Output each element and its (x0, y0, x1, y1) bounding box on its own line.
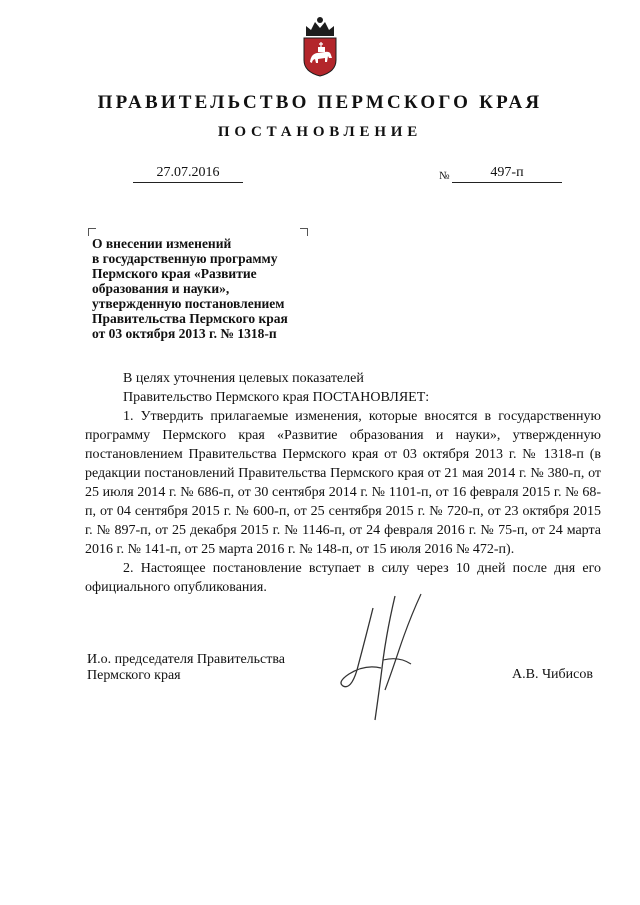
subject-line: О внесении изменений (92, 236, 232, 251)
handwritten-signature (325, 590, 435, 730)
subject-line: Пермского края «Развитие (92, 266, 257, 281)
signatory-name: А.В. Чибисов (512, 667, 593, 682)
document-number: 497-п (452, 164, 562, 183)
subject-line: Правительства Пермского края (92, 311, 288, 326)
subject-line: образования и науки», (92, 281, 230, 296)
government-title: ПРАВИТЕЛЬСТВО ПЕРМСКОГО КРАЯ (97, 92, 543, 113)
point-1-paragraph: 1. Утвердить прилагаемые изменения, которые вносятся в государственную программу Пермского края «Развитие образования и науки», утвержденную постановлением Правительства Пермского края от 03 октября 2013 г. № 1318-п (в редакции постановлений Правительства Пермского края от 21 мая 2014 г. № 380-п, от 25 июля 2014 г. № 686-п, от 30 сентября 2014 г. № 1101-п, от 16 февраля 2015 г. № 68-п, от 04 сентября 2015 г. № 600-п, от 25 сентября 2015 г. № 720-п, от 23 октября 2015 г. № 897-п, от 25 декабря 2015 г. № 1146-п, от 24 февраля 2016 г. № 75-п, от 24 марта 2016 г. № 141-п, от 25 марта 2016 г. № 148-п, от 15 июля 2016 № 472-п). (85, 409, 601, 557)
subject-bracket-right (300, 228, 308, 236)
position-line: И.о. председателя Правительства (87, 652, 286, 667)
document-subject (92, 236, 322, 341)
document-type: ПОСТАНОВЛЕНИЕ (217, 124, 423, 140)
subject-bracket-left (88, 228, 96, 236)
document-body (85, 369, 601, 597)
subject-line: утвержденную постановлением (92, 296, 285, 311)
intro-paragraph: В целях уточнения целевых показателей (123, 371, 364, 386)
subject-line: от 03 октября 2013 г. № 1318-п (92, 326, 277, 341)
coat-of-arms-icon (298, 14, 342, 78)
point-2-paragraph: 2. Настоящее постановление вступает в силу через 10 дней после дня его официального опубликования. (85, 561, 601, 595)
decree-phrase: Правительство Пермского края ПОСТАНОВЛЯЕТ: (123, 390, 430, 405)
document-date: 27.07.2016 (133, 164, 243, 183)
signatory-position (87, 652, 285, 684)
number-sign: № (439, 170, 450, 182)
subject-line: в государственную программу (92, 251, 278, 266)
position-line: Пермского края (87, 668, 181, 683)
